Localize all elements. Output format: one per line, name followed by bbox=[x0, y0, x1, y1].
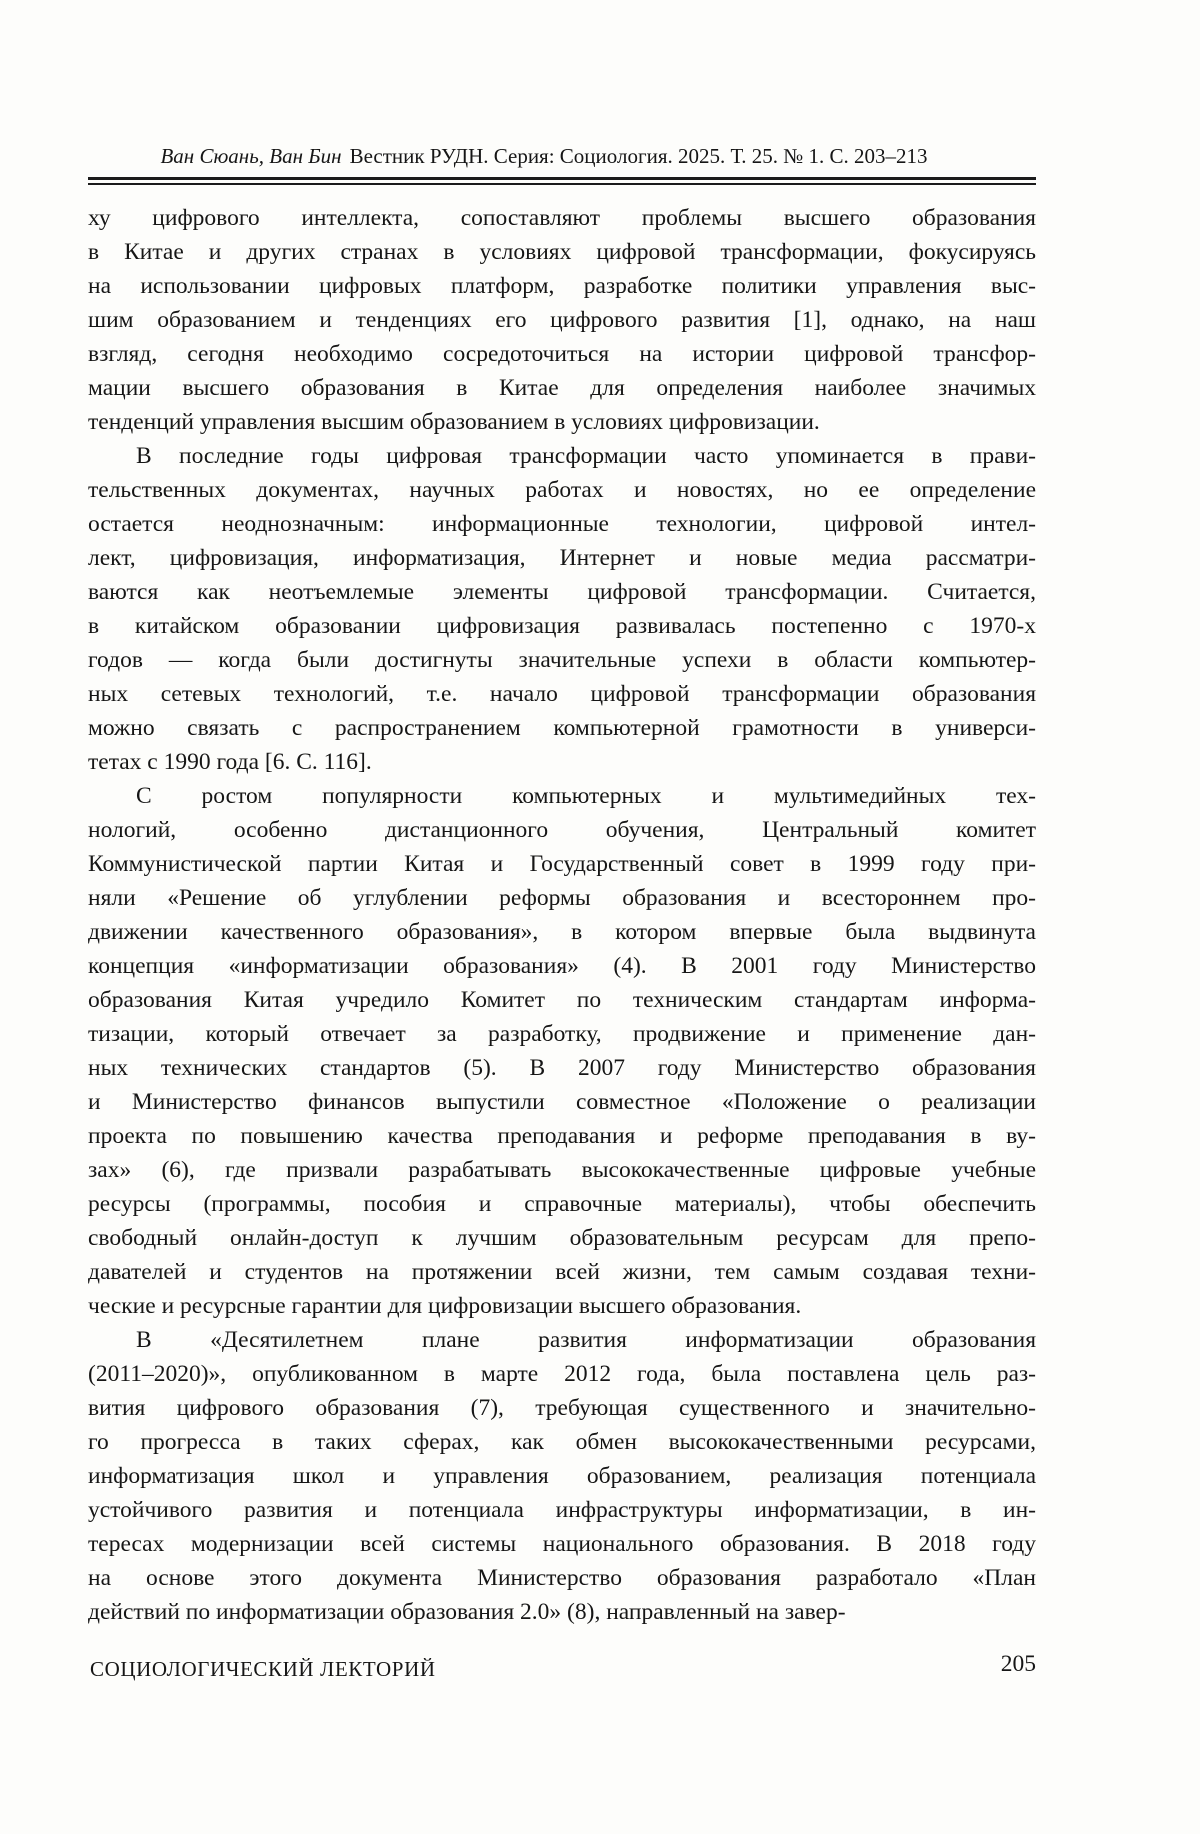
paragraph bbox=[88, 779, 1036, 1323]
text-line: устойчивого развития и потенциала инфраструктуры информатизации, в ин- bbox=[88, 1497, 1036, 1523]
text-line: мации высшего образования в Китае для определения наиболее значимых bbox=[88, 375, 1036, 401]
text-line: можно связать с распространением компьютерной грамотности в универси- bbox=[88, 715, 1036, 741]
text-line: проекта по повышению качества преподавания и реформе преподавания в ву- bbox=[88, 1123, 1036, 1149]
text-line: остается неоднозначным: информационные технологии, цифровой интел- bbox=[88, 511, 1036, 537]
text-line: взгляд, сегодня необходимо сосредоточиться на истории цифровой трансфор- bbox=[88, 341, 1036, 367]
text-line: годов — когда были достигнуты значительные успехи в области компьютер- bbox=[88, 647, 1036, 673]
running-header bbox=[70, 143, 1018, 169]
text-line: движении качественного образования», в котором впервые была выдвинута bbox=[88, 919, 1036, 945]
text-line: действий по информатизации образования 2.0» (8), направленный на завер- bbox=[88, 1599, 846, 1625]
text-line: В «Десятилетнем плане развития информатизации образования bbox=[136, 1327, 1036, 1353]
text-line: тетах с 1990 года [6. С. 116]. bbox=[88, 749, 372, 775]
paragraph bbox=[88, 1323, 1036, 1629]
text-line: С ростом популярности компьютерных и мультимедийных тех- bbox=[136, 783, 1036, 809]
text-line: ваются как неотъемлемые элементы цифровой трансформации. Считается, bbox=[88, 579, 1036, 605]
text-line: концепция «информатизации образования» (4). В 2001 году Министерство bbox=[88, 953, 1036, 979]
text-line: (2011–2020)», опубликованном в марте 2012 года, была поставлена цель раз- bbox=[88, 1361, 1036, 1387]
text-line: нологий, особенно дистанционного обучения, Центральный комитет bbox=[88, 817, 1036, 843]
text-line: образования Китая учредило Комитет по техническим стандартам информа- bbox=[88, 987, 1036, 1013]
paragraph bbox=[88, 201, 1036, 439]
text-line: В последние годы цифровая трансформации часто упоминается в прави- bbox=[136, 443, 1036, 469]
header-rule bbox=[88, 177, 1036, 185]
text-line: шим образованием и тенденциях его цифрового развития [1], однако, на наш bbox=[88, 307, 1036, 333]
text-line: тересах модернизации всей системы национального образования. В 2018 году bbox=[88, 1531, 1036, 1557]
text-line: вития цифрового образования (7), требующая существенного и значительно- bbox=[88, 1395, 1036, 1421]
text-line: ресурсы (программы, пособия и справочные материалы), чтобы обеспечить bbox=[88, 1191, 1036, 1217]
footer-page-number: 205 bbox=[1000, 1651, 1036, 1677]
text-line: го прогресса в таких сферах, как обмен высококачественными ресурсами, bbox=[88, 1429, 1036, 1455]
text-line: и Министерство финансов выпустили совместное «Положение о реализации bbox=[88, 1089, 1036, 1115]
text-line: свободный онлайн-доступ к лучшим образовательным ресурсам для препо- bbox=[88, 1225, 1036, 1251]
text-line: давателей и студентов на протяжении всей жизни, тем самым создавая техни- bbox=[88, 1259, 1036, 1285]
text-line: Коммунистической партии Китая и Государственный совет в 1999 году при- bbox=[88, 851, 1036, 877]
text-line: лект, цифровизация, информатизация, Интернет и новые медиа рассматри- bbox=[88, 545, 1036, 571]
footer-section-title: СОЦИОЛОГИЧЕСКИЙ ЛЕКТОРИЙ bbox=[90, 1657, 436, 1681]
text-line: на основе этого документа Министерство образования разработало «План bbox=[88, 1565, 1036, 1591]
article-body bbox=[88, 201, 1036, 1629]
text-line: зах» (6), где призвали разрабатывать высококачественные цифровые учебные bbox=[88, 1157, 1036, 1183]
text-line: ных сетевых технологий, т.е. начало цифровой трансформации образования bbox=[88, 681, 1036, 707]
text-line: на использовании цифровых платформ, разработке политики управления выс- bbox=[88, 273, 1036, 299]
text-line: ных технических стандартов (5). В 2007 году Министерство образования bbox=[88, 1055, 1036, 1081]
running-header-reference: Вестник РУДН. Серия: Социология. 2025. Т. 25. № 1. С. 203–213 bbox=[349, 144, 928, 168]
paragraph bbox=[88, 439, 1036, 779]
text-line: тенденций управления высшим образованием в условиях цифровизации. bbox=[88, 409, 820, 435]
text-line: информатизация школ и управления образованием, реализация потенциала bbox=[88, 1463, 1036, 1489]
text-line: ческие и ресурсные гарантии для цифровизации высшего образования. bbox=[88, 1293, 802, 1319]
text-line: тизации, который отвечает за разработку, продвижение и применение дан- bbox=[88, 1021, 1036, 1047]
text-line: в китайском образовании цифровизация развивалась постепенно с 1970-х bbox=[88, 613, 1036, 639]
text-line: тельственных документах, научных работах и новостях, но ее определение bbox=[88, 477, 1036, 503]
text-line: в Китае и других странах в условиях цифровой трансформации, фокусируясь bbox=[88, 239, 1036, 265]
text-line: няли «Решение об углублении реформы образования и всестороннем про- bbox=[88, 885, 1036, 911]
text-line: ху цифрового интеллекта, сопоставляют проблемы высшего образования bbox=[88, 205, 1036, 231]
running-header-authors: Ван Сюань, Ван Бин bbox=[160, 144, 342, 168]
